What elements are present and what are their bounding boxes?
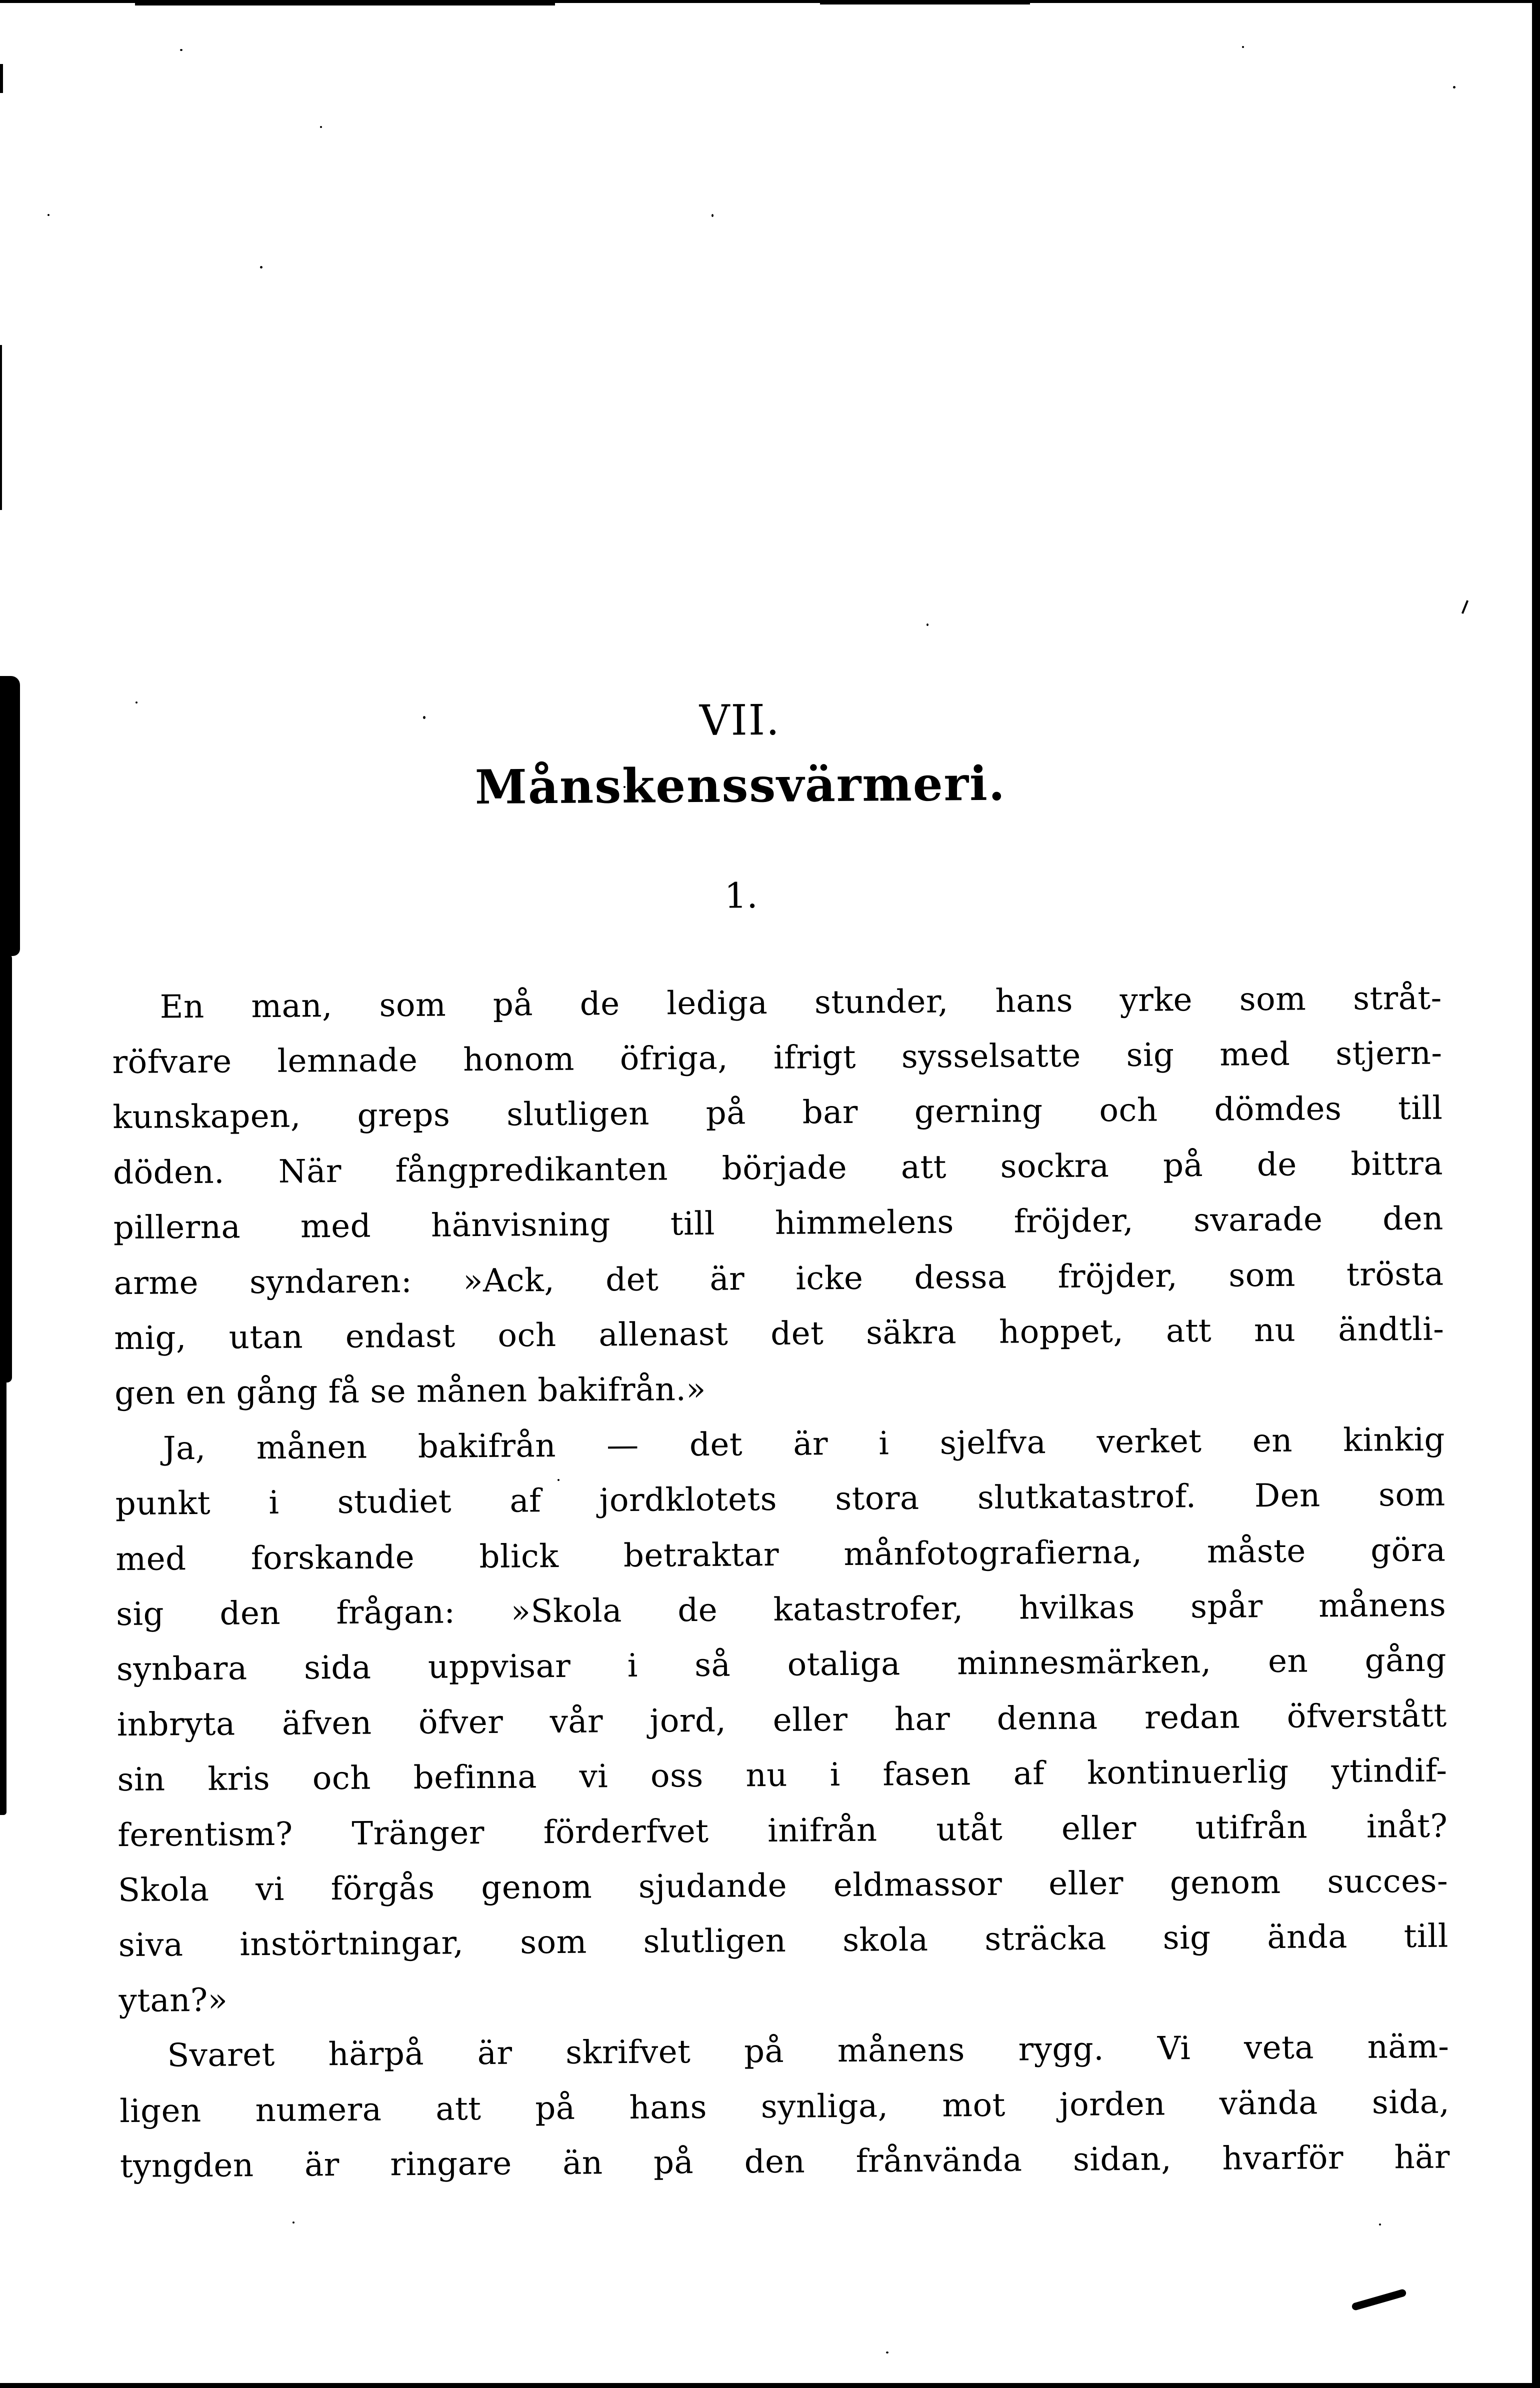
text-line: Ja, månen bakifrån — det är i sjelfva verket en kinkig bbox=[162, 1421, 1446, 1468]
text-line: punkt i studiet af jordklotets stora slutkatastrof. Den som bbox=[115, 1476, 1446, 1523]
text-line: döden. När fångpredikanten började att sockra på de bittra bbox=[112, 1145, 1444, 1192]
text-line: ferentism? Tränger förderfvet inifrån utåt eller utifrån inåt? bbox=[118, 1808, 1448, 1854]
text-line: med forskande blick betraktar månfotografierna, måste göra bbox=[116, 1532, 1446, 1578]
text-line: ytan?» bbox=[118, 1982, 228, 2020]
text-line: kunskapen, greps slutligen på bar gerning och dömdes till bbox=[112, 1090, 1443, 1136]
text-line: arme syndaren: »Ack, det är icke dessa fröjder, som trösta bbox=[114, 1256, 1444, 1302]
text-line: sin kris och befinna vi oss nu i fasen af kontinuerlig ytindif- bbox=[117, 1752, 1448, 1799]
text-line: tyngden är ringare än på den frånvända sidan, hvarför här bbox=[120, 2138, 1450, 2186]
chapter-number: VII. bbox=[699, 695, 781, 745]
text-line: synbara sida uppvisar i så otaliga minnesmärken, en gång bbox=[116, 1642, 1447, 1688]
text-line: inbryta äfven öfver vår jord, eller har denna redan öfverstått bbox=[116, 1697, 1448, 1744]
text-line: mig, utan endast och allenast det säkra hoppet, att nu ändtli- bbox=[114, 1310, 1444, 1358]
text-line: Skola vi förgås genom sjudande eldmassor eller genom succes- bbox=[118, 1862, 1448, 1910]
section-number: 1. bbox=[724, 875, 758, 916]
text-line: Svaret härpå är skrifvet på månens rygg. Vi veta näm- bbox=[167, 2028, 1450, 2074]
text-line: röfvare lemnade honom öfriga, ifrigt sysselsatte sig med stjern- bbox=[112, 1034, 1442, 1082]
text-line: gen en gång få se månen bakifrån.» bbox=[114, 1370, 706, 1412]
text-line: siva instörtningar, som slutligen skola sträcka sig ända till bbox=[118, 1918, 1449, 1964]
text-line: pillerna med hänvisning till himmelens fröjder, svarade den bbox=[113, 1200, 1444, 1247]
text-line: sig den frågan: »Skola de katastrofer, hvilkas spår månens bbox=[116, 1586, 1446, 1634]
text-line: En man, som på de lediga stunder, hans yrke som stråt- bbox=[160, 980, 1442, 1026]
chapter-title: Månskenssvärmeri. bbox=[474, 756, 1006, 816]
text-line: ligen numera att på hans synliga, mot jorden vända sida, bbox=[119, 2084, 1450, 2130]
